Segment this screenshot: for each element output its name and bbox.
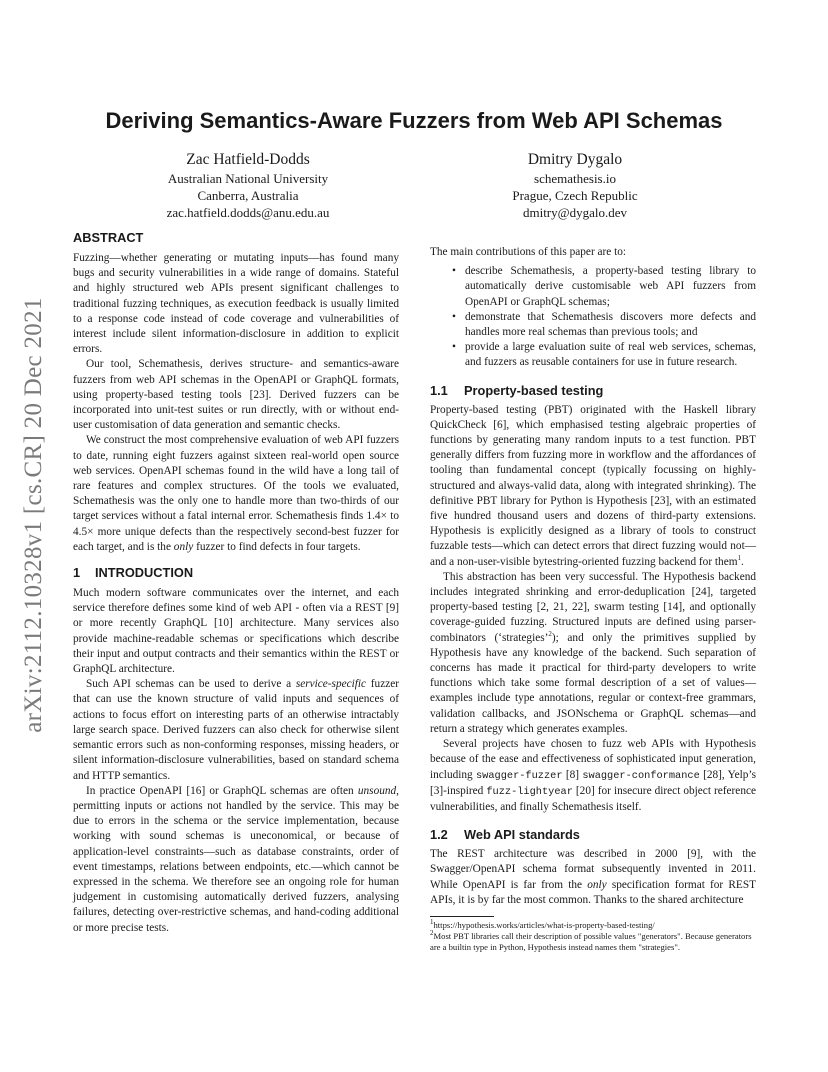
abstract-heading: ABSTRACT — [73, 230, 144, 245]
bullet-icon: • — [452, 341, 456, 354]
section-heading-property-based-testing: 1.1 Property-based testing — [430, 382, 604, 398]
author-affiliation: schemathesis.io — [534, 171, 616, 186]
body-paragraph: Much modern software communicates over the internet, and each service therefore defines some kind of web API - often via a REST [9] or more recently GraphQL [10] architecture. Many services also provide machine-readable schemas or specifications which describe their input and output contracts and their semantics within the REST or GraphQL architecture. — [73, 587, 399, 676]
section-heading-introduction: 1 INTRODUCTION — [73, 565, 194, 581]
abstract-paragraph: We construct the most comprehensive evaluation of web API fuzzers to date, running eight fuzzers against sixteen real-world open source web services. OpenAPI schemas found in the wild have a long tail of rare features and complex structures. Of the tools we evaluated, Schemathesis was the only one to handle more than two-thirds of our target services without a fatal internal error. Schemathesis finds 1.4× to 4.5× more unique defects than the respectively second-best fuzzer for each target, and is the only fuzzer to find defects in four targets. — [73, 434, 399, 553]
body-paragraph: Property-based testing (PBT) originated with the Haskell library QuickCheck [6], which emphasised testing algebraic properties of functions by generating many random inputs to a test function. PBT generally differs from fuzzing more in workflow and the affordances of tooling than fundamental concept (typically focussing on highly-structured and always-valid data, along with integrated shrinking). The definitive PBT library for Python is Hypothesis [23], with an estimated five hundred thousand users and dozens of third-party extensions. Hypothesis is explicitly designed as a library of tools to construct fuzzable tests—which can detect errors that direct fuzzing would not—and a non-user-visible bytestring-oriented fuzzing backend for them$^1$. — [430, 403, 756, 568]
abstract-paragraph: Fuzzing—whether generating or mutating inputs—has found many bugs and security vulnerabilities in a wide range of domains. Stateful and highly structured web APIs present significant challenges to traditional fuzzing techniques, as execution feedback is usually limited to a response code instead of code coverage and vulnerabilities of interest include silent information-disclosure in addition to explicit errors. — [73, 252, 399, 356]
author-block-2 — [480, 150, 670, 221]
list-item: • describe Schemathesis, a property-based testing library to automatically derive customisable web API fuzzers from OpenAPI or GraphQL schemas; — [452, 265, 756, 308]
bullet-icon: • — [452, 310, 456, 323]
contributions-lead: The main contributions of this paper are to: — [430, 246, 627, 258]
right-column — [430, 245, 756, 954]
footnote-rule — [430, 916, 494, 917]
author-name: Zac Hatfield-Dodds — [186, 151, 310, 168]
author-location: Prague, Czech Republic — [512, 188, 638, 203]
footnote-link[interactable]: https://hypothesis.works/articles/what-is-property-based-testing/ — [433, 919, 655, 930]
footnote: $^1$https://hypothesis.works/articles/what-is-property-based-testing/ — [430, 918, 655, 930]
footnote: $^2$Most PBT libraries call their description of possible values "generators". Because generators are a builtin type in Python, Hypothesis instead names them "strategies". — [430, 929, 752, 953]
author-location: Canberra, Australia — [197, 188, 299, 203]
body-paragraph: Several projects have chosen to fuzz web APIs with Hypothesis because of the ease and effectiveness of sophisticated input generation, including swagger-fuzzer [8] swagger-conformance [28], Yelp’s [3]-inspired fuzz-lightyear [20] for insecure direct object reference vulnerabilities, and finally Schemathesis itself. — [430, 738, 756, 813]
section-heading-web-api-standards: 1.2 Web API standards — [430, 827, 580, 843]
list-item: • demonstrate that Schemathesis discovers more defects and handles more real schemas than previous tools; and — [452, 310, 756, 339]
left-column — [73, 230, 399, 936]
list-item: • provide a large evaluation suite of real web services, schemas, and fuzzers as reusable containers for use in future research. — [452, 341, 756, 369]
abstract-paragraph: Our tool, Schemathesis, derives structure- and semantics-aware fuzzers from web API schemas in the OpenAPI or GraphQL formats, using property-based testing tools [23]. Derived fuzzers can be incorporated into unit-test suites or run directly, with or without end-user customisation of data generation and semantic checks. — [73, 358, 399, 432]
body-paragraph: This abstraction has been very successful. The Hypothesis backend includes integrated shrinking and error-deduplication [24], targeted property-based testing [2, 21, 22], swarm testing [14], and optionally coverage-guided fuzzing. Structured inputs are defined using parser-combinators (‘strategies’$^2$); and only the primitives supplied by Hypothesis have any knowledge of the backend. Such separation of concerns has made it practical for third-party developers to write functions which take some formal description of a set of values—examples include type annotations, regular or context-free grammars, validation callbacks, and JSONschema or GraphQL schemas—and return a strategy which generates examples. — [430, 570, 756, 735]
author-email: zac.hatfield.dodds@anu.edu.au — [166, 205, 330, 220]
paper-title: Deriving Semantics-Aware Fuzzers from Web API Schemas — [105, 108, 723, 133]
author-block-1 — [148, 150, 348, 221]
arxiv-identifier: arXiv:2112.10328v1 [cs.CR] 20 Dec 2021 — [20, 297, 47, 733]
body-paragraph: In practice OpenAPI [16] or GraphQL schemas are often unsound, permitting inputs or actions not handled by the service. This may be due to errors in the schema or the service implementation, because working with sound schemas is uneconomical, or because of application-level constraints—such as database constraints, order of event timestamps, relations between endpoints, etc.—which cannot be expressed in the schema. We therefore see an ongoing role for human judgement in customising automatically derived fuzzers, analysing failures, detecting over-restrictive schemas, and hand-coding additional or more precise tests. — [73, 784, 399, 934]
bullet-icon: • — [452, 265, 456, 278]
body-paragraph: The REST architecture was described in 2000 [9], with the Swagger/OpenAPI schema format subsequently invented in 2011. While OpenAPI is far from the only specification format for REST APIs, it is by far the most common. Thanks to the shared architecture — [430, 848, 756, 906]
author-affiliation: Australian National University — [167, 171, 329, 186]
author-email: dmitry@dygalo.dev — [522, 205, 628, 220]
arxiv-sidebar-stamp — [14, 280, 54, 750]
contributions-list — [430, 264, 756, 370]
body-paragraph: Such API schemas can be used to derive a service-specific fuzzer that can use the known structure of valid inputs and sequences of actions to focus effort on interesting parts of an otherwise intractably large search space. Derived fuzzers can also check for otherwise silent semantic errors such as non-conforming responses, missing headers, or silent information-disclosure vulnerabilities, based on standard schema and HTTP semantics. — [73, 678, 399, 782]
author-name: Dmitry Dygalo — [527, 151, 623, 168]
